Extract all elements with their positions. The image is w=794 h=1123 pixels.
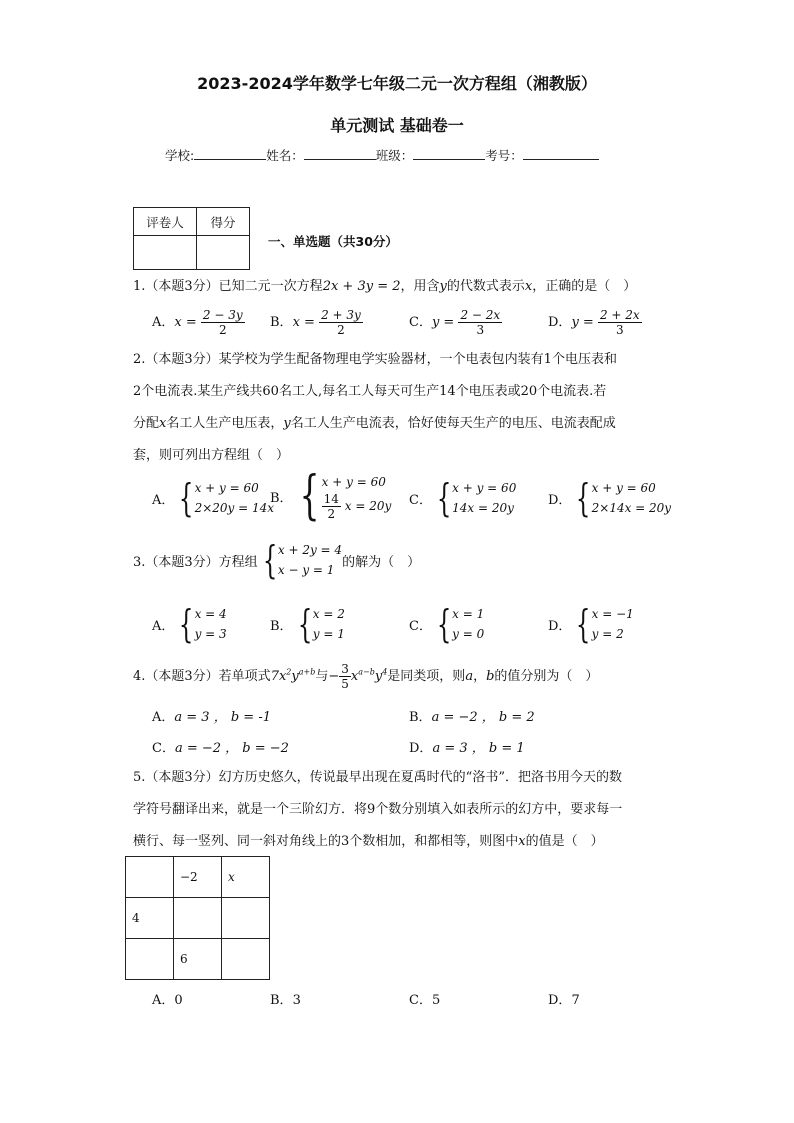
grid-cell: x	[222, 857, 270, 898]
q2-option-c[interactable]: C． { x + y = 60 14x = 20y	[409, 476, 517, 520]
student-info-line	[165, 146, 599, 164]
score-table	[133, 207, 250, 270]
grid-cell	[126, 857, 174, 898]
q2-option-a[interactable]: A． { x + y = 60 2×20y = 14x	[152, 476, 275, 520]
q3-option-b[interactable]: B． { x = 2 y = 1	[270, 602, 345, 646]
number-label: 考号：	[485, 148, 523, 163]
page-subtitle: 单元测试 基础卷一	[330, 116, 464, 135]
grader-header: 评卷人	[134, 208, 197, 236]
grid-cell	[222, 939, 270, 980]
grid-cell	[222, 898, 270, 939]
score-header: 得分	[197, 208, 250, 236]
grid-cell: −2	[174, 857, 222, 898]
grid-cell	[174, 898, 222, 939]
grid-cell: 6	[174, 939, 222, 980]
q5-option-a[interactable]: A．0	[152, 993, 183, 1008]
q3-option-c[interactable]: C． { x = 1 y = 0	[409, 602, 485, 646]
school-field[interactable]	[194, 147, 266, 160]
class-label: 班级：	[375, 148, 414, 163]
q3-option-a[interactable]: A． { x = 4 y = 3	[152, 602, 227, 646]
question-3: 3.（本题3分）方程组 { x + 2y = 4 x − y = 1 的解为（ ）	[133, 538, 421, 582]
page-title: 2023-2024学年数学七年级二元一次方程组（湘教版）	[197, 74, 597, 93]
q2-option-b[interactable]: B． { x + y = 60 $\frac{14}{2}$ x = 20y	[270, 466, 392, 526]
name-field[interactable]	[304, 147, 376, 160]
question-5: 5.（本题3分）幻方历史悠久，传说最早出现在夏禹时代的“洛书”．把洛书用今天的数 学符号翻译出来，就是一个三阶幻方．将9个数分别填入如表所示的幻方中，要求每一 横行、每一竖列、同一斜对角线上的3个数相加，和都相等，则图中x的值是（ ）	[133, 770, 623, 849]
q3-option-d[interactable]: D． { x = −1 y = 2	[548, 602, 634, 646]
q1-equation: 2x + 3y = 2	[322, 279, 401, 294]
number-field[interactable]	[523, 147, 599, 160]
q4-option-b[interactable]: B．a = −2 ， b = 2	[409, 710, 535, 725]
q2-option-d[interactable]: D． { x + y = 60 2×14x = 20y	[548, 476, 672, 520]
q4-option-a[interactable]: A．a = 3 ， b = -1	[152, 710, 271, 725]
q1-option-a[interactable]: A．x = $\frac{2 - 3y}{2}$	[152, 308, 243, 337]
grader-cell[interactable]	[134, 236, 197, 270]
question-1: 1.（本题3分）已知二元一次方程2x + 3y = 2，用含y的代数式表示x，正确的是（ ）	[133, 279, 637, 294]
section-title: 一、单选题（共30分）	[268, 234, 398, 249]
grid-cell: 4	[126, 898, 174, 939]
magic-square-grid	[125, 856, 270, 980]
school-label: 学校:	[165, 148, 195, 163]
q1-option-b[interactable]: B．x = $\frac{2 + 3y}{2}$	[270, 308, 361, 337]
q5-option-c[interactable]: C．5	[409, 993, 441, 1008]
class-field[interactable]	[413, 147, 485, 160]
q1-option-d[interactable]: D．y = $\frac{2 + 2x}{3}$	[548, 308, 640, 337]
q5-option-d[interactable]: D．7	[548, 993, 580, 1008]
q4-option-d[interactable]: D．a = 3 ， b = 1	[409, 741, 525, 756]
question-4: 4.（本题3分）若单项式$7x^2y^{a+b}$与− $\frac{3}{5}$ $x^{a-b}y^4$是同类项，则a，b的值分别为（ ）	[133, 662, 599, 691]
grid-cell	[126, 939, 174, 980]
name-label: 姓名：	[266, 148, 304, 163]
question-2: 2.（本题3分）某学校为学生配备物理电学实验器材，一个电表包内装有1个电压表和 2个电流表.某生产线共60名工人,每名工人每天可生产14个电压表或20个电流表.若 分配x名工人生产电压表，y名工人生产电流表，恰好使每天生产的电压、电流表配成 套，则可列出方程组（ ）	[133, 352, 617, 463]
score-cell[interactable]	[197, 236, 250, 270]
q4-option-c[interactable]: C．a = −2 ， b = −2	[152, 741, 289, 756]
q1-option-c[interactable]: C．y = $\frac{2 - 2x}{3}$	[409, 308, 501, 337]
q5-option-b[interactable]: B．3	[270, 993, 301, 1008]
